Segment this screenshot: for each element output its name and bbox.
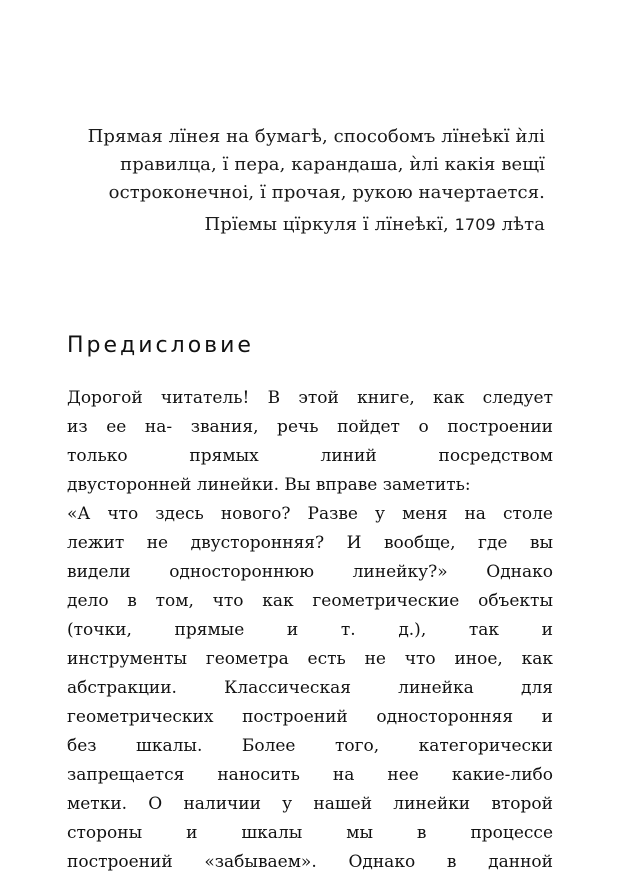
paragraph-line: инструменты геометра есть не что иное, как (67, 649, 553, 669)
paragraph-line: метки. О наличии у нашей линейки второй (67, 794, 553, 814)
paragraph-line: Дорогой читатель! В этой книге, как следует (67, 388, 553, 408)
paragraph-line: двусторонней линейки. Вы вправе заметить: (67, 475, 471, 495)
epigraph-line: правилца, ї пера, карандаша, ѝлі какія вещї (120, 154, 545, 175)
epigraph-source-title: Прїемы цїркуля ї лїнеѣкї, (204, 214, 449, 235)
section-heading: Предисловие (67, 333, 254, 358)
paragraph-line: из ее на- звания, речь пойдет о построении (67, 417, 553, 437)
paragraph-line: лежит не двусторонняя? И вообще, где вы (67, 533, 553, 553)
paragraph-line: дело в том, что как геометрические объекты (67, 591, 553, 611)
paragraph-line: (точки, прямые и т. д.), так и (67, 620, 553, 640)
epigraph-year-suffix: лѣта (501, 214, 545, 235)
epigraph-text (60, 123, 545, 207)
paragraph-line: только прямых линий посредством (67, 446, 553, 466)
paragraph-line: запрещается наносить на нее какие-либо (67, 765, 553, 785)
paragraph-line: без шкалы. Более того, категорически (67, 736, 553, 756)
paragraph-line: стороны и шкалы мы в процессе (67, 823, 553, 843)
paragraph-line: построений «забываем». Однако в данной (67, 852, 553, 872)
epigraph-year: 1709 (454, 215, 496, 234)
epigraph (60, 123, 545, 239)
paragraph-line: «А что здесь нового? Разве у меня на столе (67, 504, 553, 524)
paragraph-line: геометрических построений односторонняя и (67, 707, 553, 727)
epigraph-line: Прямая лїнея на бумагѣ, способомъ лїнеѣкї ѝлі (87, 126, 545, 147)
body-paragraph (67, 384, 553, 877)
paragraph-line: абстракции. Классическая линейка для (67, 678, 553, 698)
paragraph-line: видели одностороннюю линейку?» Однако (67, 562, 553, 582)
epigraph-source (60, 211, 545, 239)
epigraph-line: остроконечноі, ї прочая, рукою начертается. (108, 182, 545, 203)
